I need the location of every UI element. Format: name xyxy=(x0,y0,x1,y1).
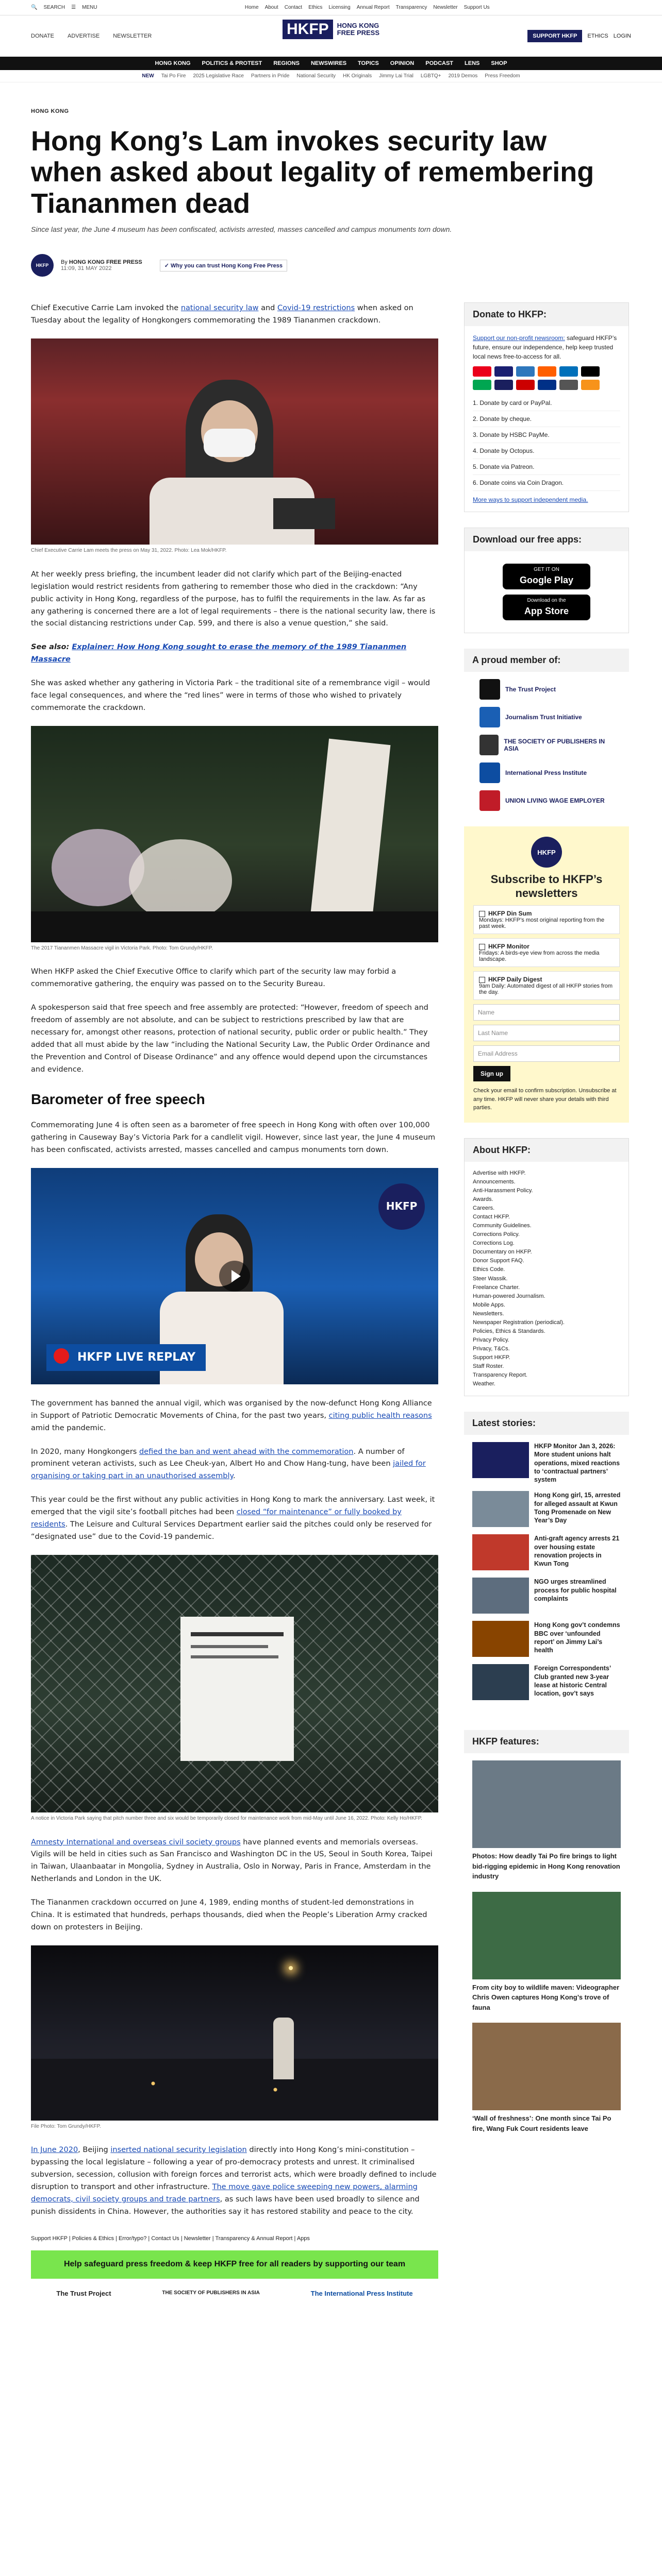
member-logo[interactable] xyxy=(479,790,614,811)
sopa-logo[interactable]: THE SOCIETY OF PUBLISHERS IN ASIA xyxy=(162,2290,260,2296)
jailed-link[interactable]: jailed for organising or taking part in an unauthorised assembly xyxy=(31,1460,426,1481)
donate-intro: Support our non-profit newsroom: safeguard HKFP’s future, ensure our independence, help keep trusted local news free-to-access for all. xyxy=(473,334,617,361)
story-thumbnail[interactable] xyxy=(472,1664,529,1700)
feature-title[interactable]: From city boy to wildlife maven: Videographer Chris Owen captures Hong Kong’s trove of fauna xyxy=(472,1983,620,2011)
figure xyxy=(31,726,438,953)
member-mark-icon xyxy=(479,790,500,811)
latest-story[interactable] xyxy=(472,1442,621,1484)
pitches-closed-link[interactable]: closed “for maintenance” or fully booked by residents xyxy=(31,1508,402,1529)
payment-logo-icon xyxy=(494,366,513,377)
paragraph: This year could be the first without any public activities in Hong Kong to mark the anniversary. Last week, it emerged that the vigil site’s football pitches had been closed “for maintenance” or fully booked by residents. The Leisure and Cultural Services Department earlier said the pitches could only be reserved for “designated use” due to the Covid-19 pandemic. xyxy=(31,1496,435,1541)
search-icon[interactable]: 🔍 xyxy=(31,5,38,10)
nav-politics[interactable]: POLITICS & PROTEST xyxy=(202,60,262,66)
apps-box xyxy=(464,528,629,633)
about-link[interactable]: Community Guidelines. xyxy=(473,1223,532,1229)
latest-story[interactable] xyxy=(472,1534,621,1570)
about-link[interactable]: Contact HKFP. xyxy=(473,1214,510,1221)
paragraph: The government has banned the annual vigil, which was organised by the now-defunct Hong Kong Alliance in Support of Patriotic Democratic Movements of China, for the past two years, citing public health reasons amid the pandemic. xyxy=(31,1399,432,1432)
top-link-transparency[interactable]: Transparency xyxy=(395,5,427,10)
more-ways-link[interactable]: More ways to support independent media. xyxy=(473,496,588,504)
about-link[interactable]: Freelance Charter. xyxy=(473,1284,520,1291)
newsletter-option[interactable]: HKFP Daily Digest 9am Daily: Automated digest of all HKFP stories from the day. xyxy=(473,971,620,1000)
payment-logo-icon xyxy=(473,366,491,377)
photo-caption: File Photo: Tom Grundy/HKFP. xyxy=(31,2123,101,2129)
payment-logo-icon xyxy=(581,380,600,390)
paragraph: At her weekly press briefing, the incumbent leader did not clarify which part of the Beijing-enacted legislation would restrict residents from gathering to remember those who died in the crackdown: “Any public activity in Hong Kong, regardless of the purpose, has to fulfil the requirements in the law. As far as any gathering is concerned there are a lot of legal requirements – there is the national security law, there is the social distancing restrictions under Cap. 599, and there is also a venue question,” she said. xyxy=(31,570,436,628)
top-link-annual-report[interactable]: Annual Report xyxy=(356,5,390,10)
payment-methods xyxy=(473,366,620,390)
app-store-badge[interactable]: Download on the App Store xyxy=(503,595,590,620)
story-title[interactable]: HKFP Monitor Jan 3, 2026: More student unions halt operations, mixed reactions to ‘contractual partners’ system xyxy=(534,1443,620,1484)
new-badge: NEW xyxy=(142,73,154,79)
about-link[interactable]: Human-powered Journalism. xyxy=(473,1293,545,1299)
latest-title: Latest stories: xyxy=(464,1412,629,1435)
about-link[interactable]: Weather. xyxy=(473,1381,495,1387)
covid-restrictions-link[interactable]: Covid-19 restrictions xyxy=(277,304,355,313)
live-replay-banner: HKFP LIVE REPLAY xyxy=(46,1344,206,1371)
trending-bar xyxy=(0,70,662,82)
top-link-licensing[interactable]: Licensing xyxy=(328,5,351,10)
sidebar xyxy=(464,302,629,2299)
partner-logos xyxy=(31,2288,438,2299)
amnesty-link[interactable]: Amnesty International and overseas civil society groups xyxy=(31,1838,241,1846)
trust-label: Why you can trust Hong Kong Free Press xyxy=(170,262,283,269)
nav-newswires[interactable]: NEWSWIRES xyxy=(310,60,347,66)
payment-logo-icon xyxy=(473,380,491,390)
members-box xyxy=(464,649,629,811)
member-name: International Press Institute xyxy=(505,769,587,777)
sweeping-powers-link[interactable]: The move gave police sweeping new powers, alarming democrats, civil society groups and trade partners xyxy=(31,2183,418,2204)
video-player[interactable] xyxy=(31,1168,438,1384)
latest-story[interactable] xyxy=(472,1491,621,1527)
about-link[interactable]: Steer Wassik. xyxy=(473,1275,508,1282)
about-link[interactable]: Announcements. xyxy=(473,1179,516,1185)
byline xyxy=(31,254,631,277)
newsletter-box xyxy=(464,826,629,1123)
live-dot-icon xyxy=(54,1348,69,1364)
public-health-link[interactable]: citing public health reasons xyxy=(328,1411,432,1420)
article-title: Hong Kong’s Lam invokes security law when asked about legality of remembering Tiananmen dead xyxy=(31,126,594,219)
signup-button[interactable]: Sign up xyxy=(473,1066,510,1081)
newsletter-option[interactable]: HKFP Monitor Fridays: A birds-eye view from across the media landscape. xyxy=(473,938,620,967)
ethics-link[interactable]: ETHICS xyxy=(587,33,608,39)
about-box xyxy=(464,1138,629,1396)
menu-icon[interactable]: ☰ xyxy=(71,5,76,10)
nav-regions[interactable]: REGIONS xyxy=(273,60,300,66)
site-logo[interactable] xyxy=(283,20,379,39)
newsletter-title: Subscribe to HKFP’s newsletters xyxy=(490,873,603,900)
avatar[interactable]: HKFP xyxy=(31,254,54,277)
author-name[interactable]: HONG KONG FREE PRESS xyxy=(69,259,142,266)
checkbox[interactable] xyxy=(479,944,485,950)
trending-item[interactable]: National Security xyxy=(296,73,336,79)
trust-icon: ✓ xyxy=(164,262,169,269)
member-mark-icon xyxy=(479,735,499,755)
paragraph: When HKFP asked the Chief Executive Office to clarify which part of the security law may forbid a commemorative gathering, the enquiry was passed on to the Security Bureau. xyxy=(31,968,396,989)
newsletter-logo: HKFP xyxy=(531,837,562,868)
about-link[interactable]: Advertise with HKFP. xyxy=(473,1170,526,1176)
story-title[interactable]: Foreign Correspondents’ Club granted new 3-year lease at historic Central location, gov’t says xyxy=(534,1665,611,1698)
member-mark-icon xyxy=(479,679,500,700)
paragraph: Commemorating June 4 is often seen as a barometer of free speech in Hong Kong with often over 100,000 gathering in Causeway Bay’s Victoria Park for a candlelit vigil. However, since last year, the June 4 museum has been confiscated, activists arrested, masses cancelled and campus monuments torn down. xyxy=(31,1121,436,1154)
member-logo[interactable] xyxy=(479,735,614,755)
paragraph: A spokesperson said that free speech and free assembly are protected: “However, freedom of speech and freedom of assembly are not absolute, and can be subject to restrictions prescribed by law that are necessary for, amongst other reasons, protection of national security, public order or public health.” They added that all must abide by the law “including the National Security Law, the Public Order Ordinance and the Prevention and Control of Disease Ordinance” and any offence would depend upon the circumstances and evidence. xyxy=(31,1004,430,1074)
donate-option[interactable]: 1. Donate by card or PayPal. xyxy=(473,395,620,411)
nav-topics[interactable]: TOPICS xyxy=(358,60,379,66)
nav-shop[interactable]: SHOP xyxy=(491,60,507,66)
paragraph: In 2020, many Hongkongers defied the ban and went ahead with the commemoration. A number of prominent veteran activists, such as Lee Cheuk-yan, Albert Ho and Chow Hang-tung, have been jailed for organising or taking part in an unauthorised assembly. xyxy=(31,1447,426,1481)
checkbox[interactable] xyxy=(479,911,485,917)
national-security-law-link[interactable]: national security law xyxy=(180,304,259,313)
about-link[interactable]: Privacy Policy. xyxy=(473,1336,509,1343)
latest-box xyxy=(464,1412,629,1715)
story-thumbnail[interactable] xyxy=(472,1621,529,1657)
video-logo: HKFP xyxy=(378,1183,425,1230)
ipi-logo[interactable]: The International Press Institute xyxy=(310,2289,413,2297)
menu-link[interactable]: MENU xyxy=(82,5,97,10)
payment-logo-icon xyxy=(538,366,556,377)
nav-lens[interactable]: LENS xyxy=(465,60,480,66)
donate-option[interactable]: 4. Donate by Octopus. xyxy=(473,443,620,459)
trust-project-logo[interactable]: The Trust Project xyxy=(56,2289,111,2297)
member-name: UNION LIVING WAGE EMPLOYER xyxy=(505,797,605,805)
about-link[interactable]: Anti-Harassment Policy. xyxy=(473,1188,533,1194)
defied-ban-link[interactable]: defied the ban and went ahead with the commemoration xyxy=(139,1447,354,1456)
login-link[interactable]: LOGIN xyxy=(613,33,631,39)
name-field[interactable]: Name xyxy=(473,1004,620,1021)
top-link-home[interactable]: Home xyxy=(244,5,259,10)
advertise-link[interactable]: ADVERTISE xyxy=(68,33,100,39)
top-utility-bar xyxy=(0,0,662,15)
payment-logo-icon xyxy=(581,366,600,377)
paragraph: She was asked whether any gathering in Victoria Park – the traditional site of a remembrance vigil – would face legal consequences, and where the “red lines” were in terms of those who wished to privately commemorate the crackdown. xyxy=(31,679,430,713)
trending-item[interactable]: 2025 Legislative Race xyxy=(193,73,244,79)
donate-option[interactable]: 2. Donate by cheque. xyxy=(473,411,620,427)
figure xyxy=(31,1945,438,2131)
about-link[interactable]: Staff Roster. xyxy=(473,1363,504,1369)
member-name: Journalism Trust Initiative xyxy=(505,714,582,721)
paragraph: The Tiananmen crackdown occurred on June 4, 1989, ending months of student-led demonstrations in China. It is estimated that hundreds, perhaps thousands, died when the People’s Liberation Army cracked down on protesters in Beijing. xyxy=(31,1899,427,1932)
payment-logo-icon xyxy=(516,380,535,390)
about-link[interactable]: Privacy, T&Cs. xyxy=(473,1345,510,1352)
figure xyxy=(31,1555,438,1823)
members-title: A proud member of: xyxy=(464,649,629,672)
latest-story[interactable] xyxy=(472,1621,621,1657)
article-category[interactable]: HONG KONG xyxy=(31,108,69,114)
about-link[interactable]: Newspaper Registration (periodical). xyxy=(473,1319,565,1326)
donate-option[interactable]: 3. Donate by HSBC PayMe. xyxy=(473,427,620,443)
feature-image[interactable] xyxy=(472,2023,621,2110)
donate-link[interactable]: DONATE xyxy=(31,33,55,39)
victoria-park-notice-photo[interactable] xyxy=(31,1555,438,1812)
newsletter-link[interactable]: NEWSLETTER xyxy=(113,33,152,39)
donate-option[interactable]: 5. Donate via Patreon. xyxy=(473,459,620,475)
feature-image[interactable] xyxy=(472,1760,621,1848)
trending-item[interactable]: Jimmy Lai Trial xyxy=(379,73,413,79)
member-name: The Trust Project xyxy=(505,686,556,693)
about-link[interactable]: Ethics Code. xyxy=(473,1266,505,1273)
top-link-support[interactable]: Support Us xyxy=(464,5,490,10)
nav-podcast[interactable]: PODCAST xyxy=(425,60,454,66)
june-2020-link[interactable]: In June 2020 xyxy=(31,2146,78,2155)
story-title[interactable]: Hong Kong gov’t condemns BBC over ‘unfounded report’ on Jimmy Lai’s health xyxy=(534,1621,620,1654)
about-link[interactable]: Corrections Log. xyxy=(473,1240,515,1247)
site-header xyxy=(0,15,662,57)
latest-story[interactable] xyxy=(472,1578,621,1614)
trending-item[interactable]: LGBTQ+ xyxy=(420,73,441,79)
member-mark-icon xyxy=(479,762,500,783)
figure xyxy=(31,338,438,555)
about-link[interactable]: Careers. xyxy=(473,1205,495,1212)
payment-logo-icon xyxy=(494,380,513,390)
section-heading: Barometer of free speech xyxy=(31,1091,205,1107)
article-footer-links[interactable]: Support HKFP | Policies & Ethics | Error/typo? | Contact Us | Newsletter | Transparency & Annual Report | Apps xyxy=(31,2235,310,2242)
candlelight-file-photo[interactable] xyxy=(31,1945,438,2121)
support-cta-banner[interactable]: Help safeguard press freedom & keep HKFP free for all readers by supporting our team xyxy=(31,2250,438,2278)
donate-title: Donate to HKFP: xyxy=(465,303,628,326)
support-hkfp-button[interactable]: SUPPORT HKFP xyxy=(527,30,582,42)
paragraph: Amnesty International and overseas civil society groups have planned events and memorials overseas. Vigils will be held in cities such as San Francisco and Washington DC in the US, Seoul in South Korea, Taipei in Taiwan, Ulaanbaatar in Mongolia, Sydney in Australia, Oslo in Norway, Paris in France, Amsterdam in the Netherlands and London in the UK. xyxy=(31,1838,433,1884)
about-link[interactable]: Donor Support FAQ. xyxy=(473,1258,524,1264)
last-name-field[interactable]: Last Name xyxy=(473,1025,620,1041)
about-link[interactable]: Policies, Ethics & Standards. xyxy=(473,1328,545,1334)
donate-box xyxy=(464,302,629,512)
video-embed[interactable] xyxy=(31,1168,438,1384)
feature-title[interactable]: Photos: How deadly Tai Po fire brings to light bid-rigging epidemic in Hong Kong renovation industry xyxy=(472,1852,620,1880)
photo-caption: A notice in Victoria Park saying that pitch number three and six would be temporarily closed for maintenance work from mid-May until June 16, 2022. Photo: Kelly Ho/HKFP. xyxy=(31,1816,422,1822)
about-title: About HKFP: xyxy=(465,1139,628,1162)
trending-item[interactable]: Partners in Pride xyxy=(251,73,290,79)
feature-title[interactable]: ‘Wall of freshness’: One month since Tai Po fire, Wang Fuk Court residents leave xyxy=(472,2114,611,2132)
nav-opinion[interactable]: OPINION xyxy=(390,60,415,66)
publish-date: 11:09, 31 MAY 2022 xyxy=(61,265,112,272)
newsletter-note: Check your email to confirm subscription. Unsubscribe at any time. HKFP will never share your details with third parties. xyxy=(473,1088,617,1111)
see-also-link[interactable]: Explainer: How Hong Kong sought to erase the memory of the 1989 Tiananmen Massacre xyxy=(31,643,407,664)
article-lede: Since last year, the June 4 museum has been confiscated, activists arrested, masses cancelled and campus monuments torn down. xyxy=(31,225,452,234)
about-link[interactable]: Support HKFP. xyxy=(473,1354,510,1361)
story-title[interactable]: Anti-graft agency arrests 21 over housing estate renovation projects in Kwun Tong xyxy=(534,1535,620,1568)
top-link-contact[interactable]: Contact xyxy=(284,5,303,10)
top-link-newsletter[interactable]: Newsletter xyxy=(433,5,458,10)
search-link[interactable]: SEARCH xyxy=(43,5,65,10)
top-link-ethics[interactable]: Ethics xyxy=(308,5,323,10)
inserted-legislation-link[interactable]: inserted national security legislation xyxy=(110,2146,247,2155)
logo-line-2: FREE PRESS xyxy=(337,29,380,37)
features-title: HKFP features: xyxy=(464,1730,629,1753)
payment-logo-icon xyxy=(559,366,578,377)
latest-story[interactable] xyxy=(472,1664,621,1700)
paragraph: Chief Executive Carrie Lam invoked the national security law and Covid-19 restrictions when asked on Tuesday about the legality of Hongkongers commemorating the 1989 Tiananmen crackdown. xyxy=(31,304,413,325)
about-link[interactable]: Documentary on HKFP. xyxy=(473,1249,532,1256)
member-logo[interactable] xyxy=(479,679,614,700)
trending-item[interactable]: 2019 Demos xyxy=(448,73,478,79)
story-thumbnail[interactable] xyxy=(472,1442,529,1478)
about-link[interactable]: Newsletters. xyxy=(473,1310,504,1317)
by-label: By xyxy=(61,259,68,266)
article-body xyxy=(31,302,438,2299)
photo-caption: The 2017 Tiananmen Massacre vigil in Victoria Park. Photo: Tom Grundy/HKFP. xyxy=(31,945,213,951)
about-link[interactable]: Transparency Report. xyxy=(473,1372,527,1379)
about-link[interactable]: Corrections Policy. xyxy=(473,1231,520,1238)
main-nav xyxy=(0,57,662,70)
trending-item[interactable]: Press Freedom xyxy=(485,73,520,79)
paragraph: In June 2020, Beijing inserted national security legislation directly into Hong Kong’s mini-constitution – bypassing the local legislature – following a year of pro-democracy protests and unrest. It criminalised subversion, secession, collusion with foreign forces and terrorist acts, which were broadly defined to include disruption to transport and other infrastructure. The move gave police sweeping new powers, alarming democrats, civil society groups and trade partners, as such laws have been used broadly to silence and punish dissidents in China. However, the authorities say it has restored stability and peace to the city. xyxy=(31,2146,437,2216)
google-play-badge[interactable]: GET IT ON Google Play xyxy=(503,564,590,589)
feature-image[interactable] xyxy=(472,1892,621,1979)
story-thumbnail[interactable] xyxy=(472,1491,529,1527)
story-thumbnail[interactable] xyxy=(472,1534,529,1570)
nav-hong-kong[interactable]: HONG KONG xyxy=(155,60,191,66)
story-title[interactable]: NGO urges streamlined process for public hospital complaints xyxy=(534,1578,617,1602)
payment-logo-icon xyxy=(538,380,556,390)
payment-logo-icon xyxy=(516,366,535,377)
checkbox[interactable] xyxy=(479,977,485,983)
logo-line-1: HONG KONG xyxy=(337,21,379,29)
features-box xyxy=(464,1730,629,2151)
member-logo[interactable] xyxy=(479,762,614,783)
newsletter-option[interactable]: HKFP Din Sum Mondays: HKFP’s most original reporting from the past week. xyxy=(473,905,620,934)
member-mark-icon xyxy=(479,707,500,727)
member-logo[interactable] xyxy=(479,707,614,727)
logo-mark: HKFP xyxy=(283,20,333,39)
photo-caption: Chief Executive Carrie Lam meets the press on May 31, 2022. Photo: Lea Mok/HKFP. xyxy=(31,548,227,554)
apps-title: Download our free apps: xyxy=(465,528,628,551)
see-also: See also: Explainer: How Hong Kong sought to erase the memory of the 1989 Tiananmen Massacre xyxy=(31,643,407,664)
non-profit-link[interactable]: Support our non-profit newsroom: xyxy=(473,334,565,342)
story-thumbnail[interactable] xyxy=(472,1578,529,1614)
about-link[interactable]: Awards. xyxy=(473,1196,493,1203)
payment-logo-icon xyxy=(559,380,578,390)
email-field[interactable]: Email Address xyxy=(473,1045,620,1062)
member-name: THE SOCIETY OF PUBLISHERS IN ASIA xyxy=(504,738,605,753)
play-icon[interactable] xyxy=(219,1261,250,1292)
about-link[interactable]: Mobile Apps. xyxy=(473,1301,505,1308)
vigil-photo[interactable] xyxy=(31,726,438,942)
trust-link[interactable] xyxy=(160,260,287,272)
story-title[interactable]: Hong Kong girl, 15, arrested for alleged assault at Kwun Tong Promenade on New Year’s Day xyxy=(534,1492,621,1524)
carrie-lam-photo[interactable] xyxy=(31,338,438,545)
trending-item[interactable]: Tai Po Fire xyxy=(161,73,186,79)
top-link-about[interactable]: About xyxy=(264,5,278,10)
trending-item[interactable]: HK Originals xyxy=(342,73,372,79)
donate-option[interactable]: 6. Donate coins via Coin Dragon. xyxy=(473,475,620,491)
